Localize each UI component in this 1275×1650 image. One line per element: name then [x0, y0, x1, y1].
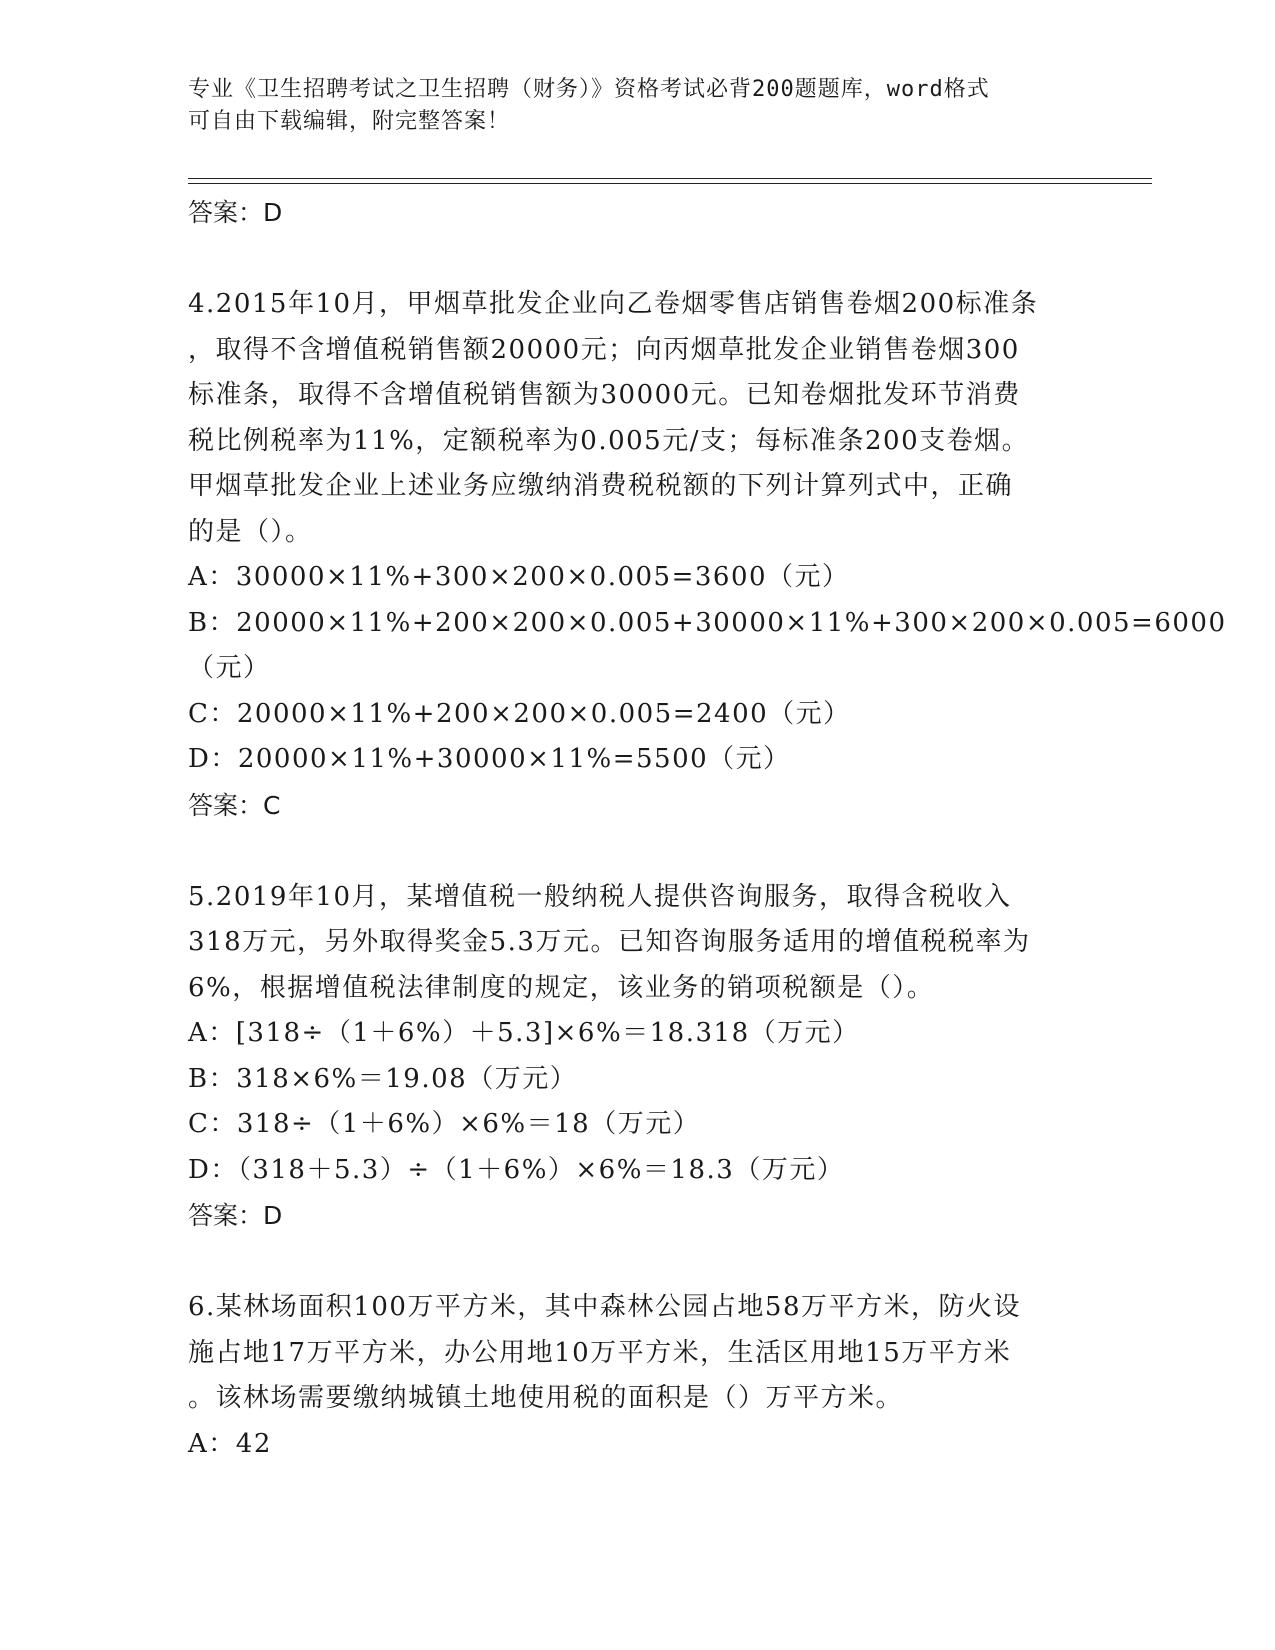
header-divider-bottom [188, 183, 1152, 184]
spacer [188, 1238, 1088, 1285]
question-text-line: 318万元，另外取得奖金5.3万元。已知咨询服务适用的增值税税率为 [188, 927, 1031, 957]
option-a: A：[318÷（1＋6%）＋5.3]×6%＝18.318（万元） [188, 1018, 860, 1048]
spacer [188, 235, 1088, 282]
question-5 [188, 875, 1088, 1239]
question-text-line: 的是（）。 [188, 516, 313, 547]
question-text-line: 6.某林场面积100万平方米，其中森林公园占地58万平方米，防火设 [188, 1292, 1022, 1322]
option-a: A：42 [188, 1428, 272, 1459]
question-text-line: 。该林场需要缴纳城镇土地使用税的面积是（）万平方米。 [188, 1383, 904, 1413]
question-list [188, 190, 1227, 1467]
question-text-line: 甲烟草批发企业上述业务应缴纳消费税税额的下列计算列式中，正确 [188, 471, 1014, 501]
previous-answer: 答案：D [188, 198, 283, 227]
question-text-line: 4.2015年10月，甲烟草批发企业向乙卷烟零售店销售卷烟200标准条 [188, 289, 1039, 319]
question-text-line: 5.2019年10月，某增值税一般纳税人提供咨询服务，取得含税收入 [188, 881, 1012, 912]
question-6 [188, 1285, 1088, 1467]
question-text-line: 标准条，取得不含增值税销售额为30000元。已知卷烟批发环节消费 [188, 380, 1021, 410]
option-b: B：20000×11%+200×200×0.005+30000×11%+300×200×0.005=6000 [188, 607, 1227, 638]
header-divider-top [188, 178, 1152, 179]
option-d: D：20000×11%+30000×11%=5500（元） [188, 744, 791, 774]
question-4 [188, 282, 1227, 828]
answer-label: 答案：C [188, 790, 281, 820]
answer-label: 答案：D [188, 1201, 283, 1230]
header-line-1: 专业《卫生招聘考试之卫生招聘（财务）》资格考试必背200题题库，word格式 [188, 77, 990, 102]
question-text-line: 施占地17万平方米，办公用地10万平方米，生活区用地15万平方米 [188, 1337, 1012, 1368]
option-d: D：（318＋5.3）÷（1＋6%）×6%＝18.3（万元） [188, 1154, 845, 1185]
question-text-line: 6%，根据增值税法律制度的规定，该业务的销项税额是（）。 [188, 972, 935, 1003]
option-c: C：318÷（1＋6%）×6%＝18（万元） [188, 1109, 701, 1139]
question-text-line: 税比例税率为11%，定额税率为0.005元/支；每标准条200支卷烟。 [188, 425, 1030, 456]
document-header [188, 74, 1068, 138]
option-b: B：318×6%＝19.08（万元） [188, 1063, 578, 1094]
header-line-2: 可自由下载编辑，附完整答案！ [188, 109, 511, 134]
question-text-line: ，取得不含增值税销售额20000元；向丙烟草批发企业销售卷烟300 [188, 334, 1020, 365]
spacer [188, 828, 1088, 875]
option-a: A：30000×11%+300×200×0.005=3600（元） [188, 562, 850, 592]
option-c: C：20000×11%+200×200×0.005=2400（元） [188, 698, 851, 729]
option-b-continued: （元） [188, 653, 271, 683]
